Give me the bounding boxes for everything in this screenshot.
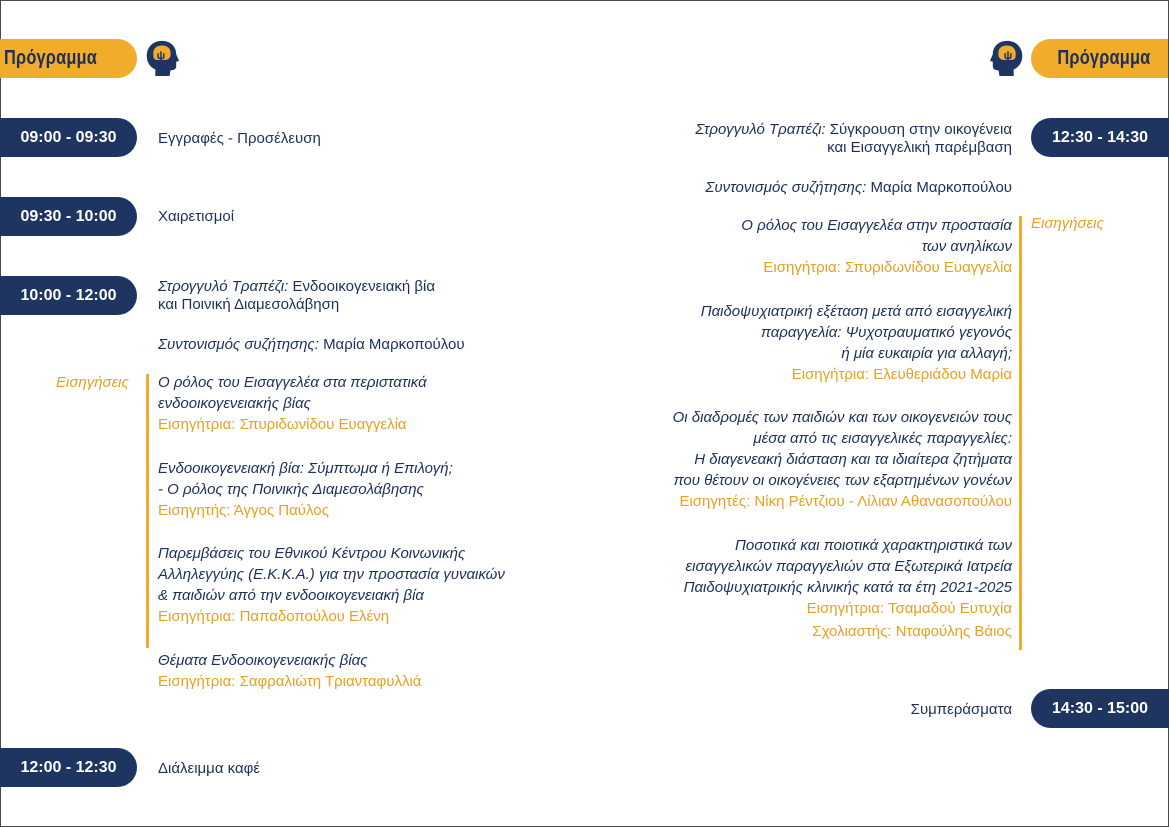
talk-title: Ο ρόλος του Εισαγγελέα στα περιστατικά [158,374,427,391]
talk-speaker: Εισηγητής: Άγγος Παύλος [158,502,329,519]
session-title-prefix: Στρογγυλό Τραπέζι: [158,278,289,295]
talk-title: Ποσοτικά και ποιοτικά χαρακτηριστικά των [735,537,1012,554]
moderator-label: Συντονισμός συζήτησης: [705,179,867,196]
program-tab-left: Πρόγραμμα [0,39,137,78]
session-title-line: Ενδοοικογενειακή βία [292,278,436,295]
psychology-head-icon [142,38,180,78]
time-pill: 10:00 - 12:00 [0,276,137,315]
program-tab-right: Πρόγραμμα [1031,39,1168,78]
talk-title: Παρεμβάσεις του Εθνικού Κέντρου Κοινωνικής [158,545,466,562]
talk-title: Ο ρόλος του Εισαγγελέα στην προστασία [741,217,1012,234]
talk-title: Αλληλεγγύης (Ε.Κ.Κ.Α.) για την προστασία γυναικών [158,566,505,583]
session-title-line: και Εισαγγελική παρέμβαση [827,139,1012,156]
time-pill: 12:30 - 14:30 [1031,118,1169,157]
talks-divider [146,374,149,648]
talk-title: & παιδιών από την ενδοοικογενειακή βία [158,587,424,604]
talk-title: Παιδοψυχιατρική εξέταση μετά από εισαγγελική [700,303,1012,320]
talks-label: Εισηγήσεις [1031,215,1104,232]
session-title-line: Σύγκρουση στην οικογένεια [829,121,1012,138]
talk-speaker: Εισηγήτρια: Τσαμαδού Ευτυχία [806,600,1012,617]
talk-title: παραγγελία: Ψυχοτραυματικό γεγονός [760,324,1012,341]
session-title: Εγγραφές - Προσέλευση [158,130,321,147]
talk-speaker: Εισηγήτρια: Ελευθεριάδου Μαρία [791,366,1012,383]
session-title: Χαιρετισμοί [158,208,235,225]
talk-title: Οι διαδρομές των παιδιών και των οικογενειών τους [672,409,1012,426]
time-pill: 12:00 - 12:30 [0,748,137,787]
talk-title: ενδοοικογενειακής βίας [158,395,311,412]
talk-title: που θέτουν οι οικογένειες των εξαρτημένων γονέων [673,472,1012,489]
talk-title: Θέματα Ενδοοικογενειακής βίας [158,652,368,669]
talk-title: Παιδοψυχιατρικής κλινικής κατά τα έτη 2021-2025 [683,579,1012,596]
moderator-name: Μαρία Μαρκοπούλου [870,179,1012,196]
moderator-name: Μαρία Μαρκοπούλου [323,336,465,353]
talks-divider [1019,216,1022,650]
talk-speaker: Εισηγήτρια: Παπαδοπούλου Ελένη [158,608,390,625]
talk-title: - Ο ρόλος της Ποινικής Διαμεσολάβησης [158,481,424,498]
moderator-label: Συντονισμός συζήτησης: [158,336,319,353]
moderator [158,334,465,355]
moderator [705,177,1012,198]
psychology-head-icon [989,38,1027,78]
talks-label: Εισηγήσεις [56,374,129,391]
session-title-prefix: Στρογγυλό Τραπέζι: [695,121,826,138]
talk-title: ή μία ευκαιρία για αλλαγή; [841,345,1012,362]
talk-speaker: Εισηγήτρια: Σπυριδωνίδου Ευαγγελία [763,259,1012,276]
talk-speaker: Εισηγητές: Νίκη Ρέντζιου - Λίλιαν Αθανασοπούλου [679,493,1012,510]
talk-title: μέσα από τις εισαγγελικές παραγγελίες: [753,430,1012,447]
session-title: Συμπεράσματα [910,701,1012,718]
time-pill: 09:30 - 10:00 [0,197,137,236]
talk-title: των ανηλίκων [921,238,1012,255]
talk-speaker: Εισηγήτρια: Σαφραλιώτη Τριανταφυλλιά [158,673,422,690]
talk-title: Ενδοοικογενειακή βία: Σύμπτωμα ή Επιλογή; [158,460,453,477]
talk-commentator: Σχολιαστής: Νταφούλης Βάιος [812,623,1012,640]
talk-title: εισαγγελικών παραγγελιών στα Εξωτερικά Ιατρεία [685,558,1012,575]
time-pill: 09:00 - 09:30 [0,118,137,157]
session-title: Διάλειμμα καφέ [158,760,261,777]
talk-speaker: Εισηγήτρια: Σπυριδωνίδου Ευαγγελία [158,416,407,433]
talk-title: Η διαγενεακή διάσταση και τα ιδιαίτερα ζητήματα [694,451,1012,468]
session-title-line: και Ποινική Διαμεσολάβηση [158,296,340,313]
time-pill: 14:30 - 15:00 [1031,689,1169,728]
